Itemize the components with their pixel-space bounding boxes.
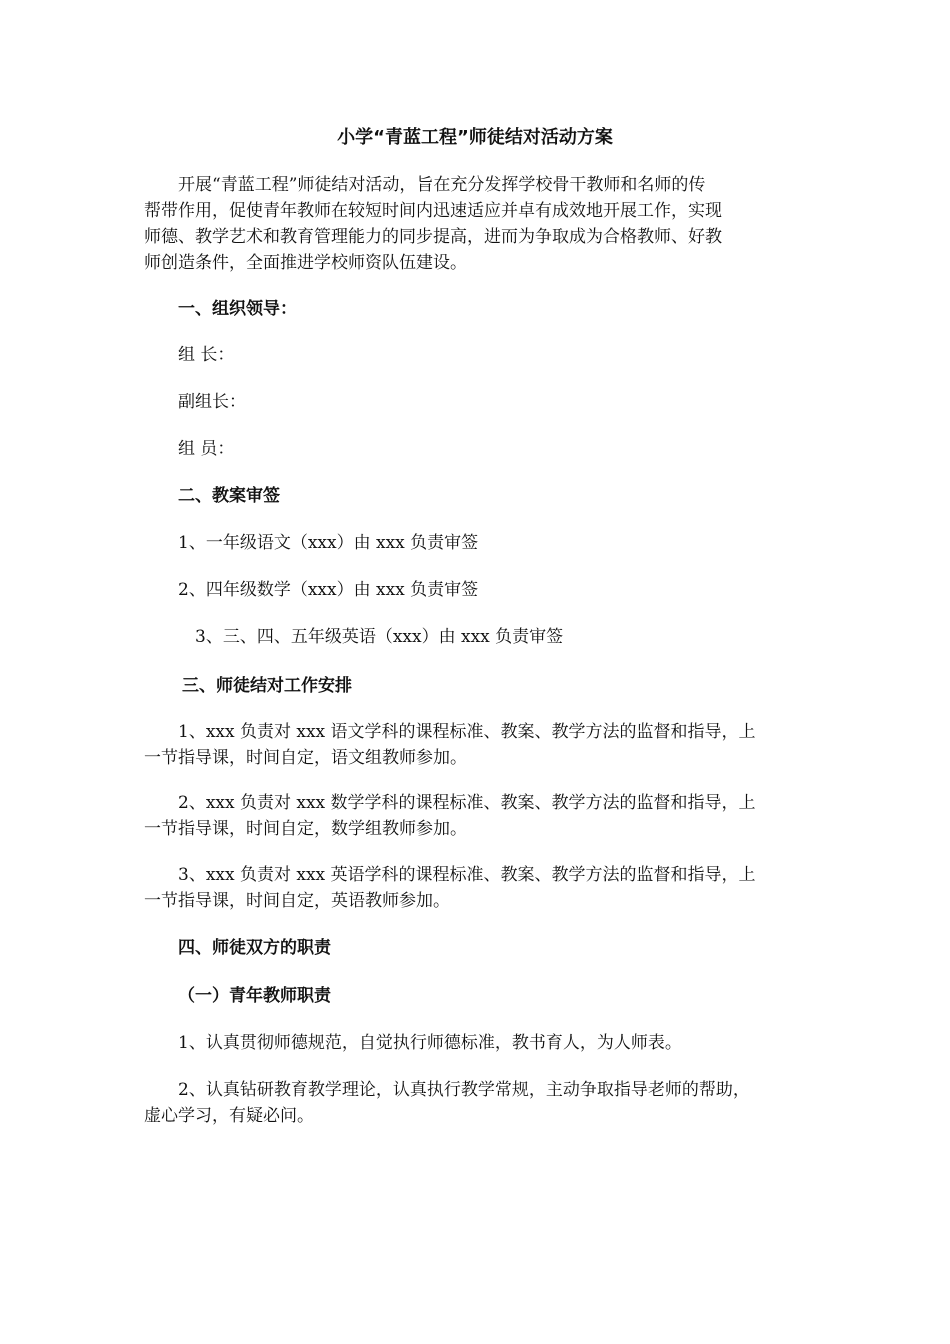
intro-paragraph	[144, 172, 810, 276]
section2-heading: 二、教案审签	[178, 486, 280, 506]
arrangement-line: 一节指导课，时间自定，英语教师参加。	[144, 891, 450, 911]
arrangement-line: 3、xxx 负责对 xxx 英语学科的课程标准、教案、教学方法的监督和指导，上	[178, 865, 756, 885]
review-item: 1、一年级语文（xxx）由 xxx 负责审签	[178, 533, 479, 553]
section3-heading: 三、师徒结对工作安排	[182, 676, 352, 696]
intro-line: 开展“青蓝工程”师徒结对活动，旨在充分发挥学校骨干教师和名师的传	[178, 175, 706, 195]
duty-line: 虚心学习，有疑必问。	[144, 1106, 314, 1126]
arrangement-item	[144, 862, 810, 914]
deputy-label: 副组长：	[178, 392, 246, 412]
members-label: 组 员：	[178, 439, 235, 459]
section1-heading: 一、组织领导：	[178, 299, 297, 319]
arrangement-item	[144, 790, 810, 842]
section4-heading: 四、师徒双方的职责	[178, 938, 331, 958]
arrangement-line: 一节指导课，时间自定，语文组教师参加。	[144, 748, 467, 768]
intro-line: 师德、教学艺术和教育管理能力的同步提高，进而为争取成为合格教师、好教	[144, 227, 722, 247]
duty-line: 2、认真钻研教育教学理论，认真执行教学常规，主动争取指导老师的帮助，	[178, 1080, 750, 1100]
arrangement-item	[144, 719, 810, 771]
document-title: 小学“青蓝工程”师徒结对活动方案	[337, 127, 613, 148]
review-item: 3、三、四、五年级英语（xxx）由 xxx 负责审签	[195, 627, 564, 647]
duty-line: 1、认真贯彻师德规范，自觉执行师德标准，教书育人，为人师表。	[178, 1033, 682, 1053]
arrangement-line: 1、xxx 负责对 xxx 语文学科的课程标准、教案、教学方法的监督和指导，上	[178, 722, 756, 742]
arrangement-line: 2、xxx 负责对 xxx 数学学科的课程标准、教案、教学方法的监督和指导，上	[178, 793, 756, 813]
leader-label: 组 长：	[178, 345, 235, 365]
section4-subheading: （一）青年教师职责	[178, 986, 331, 1006]
duty-item	[144, 1077, 810, 1129]
review-item: 2、四年级数学（xxx）由 xxx 负责审签	[178, 580, 479, 600]
duty-item	[144, 1030, 810, 1056]
intro-line: 师创造条件，全面推进学校师资队伍建设。	[144, 253, 467, 273]
intro-line: 帮带作用，促使青年教师在较短时间内迅速适应并卓有成效地开展工作，实现	[144, 201, 722, 221]
arrangement-line: 一节指导课，时间自定，数学组教师参加。	[144, 819, 467, 839]
